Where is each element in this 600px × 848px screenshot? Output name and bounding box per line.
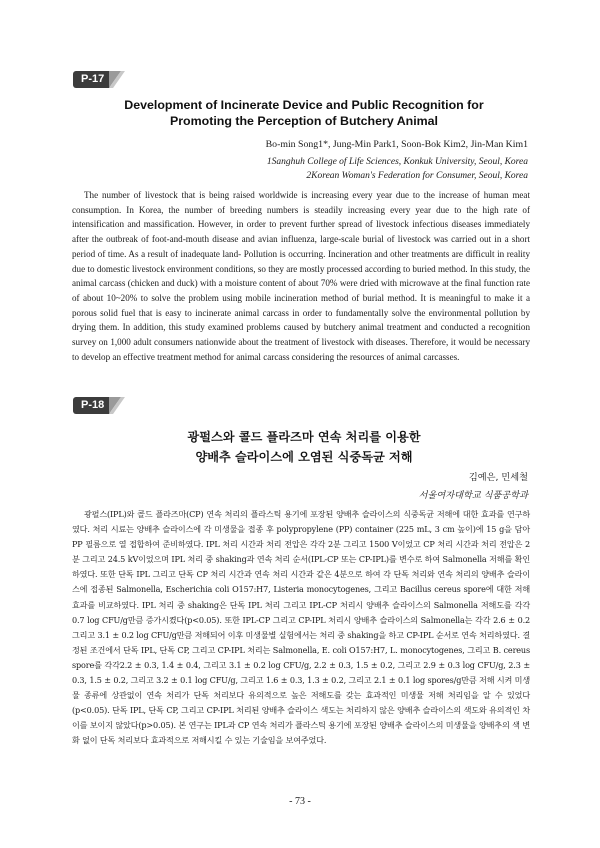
title-line: Promoting the Perception of Butchery Animal (169, 114, 439, 128)
affiliation: 1Sanghuh College of Life Sciences, Konkuk University, Seoul, Korea (266, 157, 528, 167)
title-line: 양배추 슬라이스에 오염된 식중독균 저해 (195, 450, 413, 464)
paper-title-korean (80, 427, 528, 467)
paper-title-english (80, 97, 528, 129)
page-number: - 73 - (289, 796, 311, 807)
affiliation: 2Korean Woman's Federation for Consumer, Seoul, Korea (306, 171, 528, 181)
title-line: Development of Incinerate Device and Public Recognition for (124, 98, 484, 112)
title-line: 광펄스와 콜드 플라즈마 연속 처리를 이용한 (187, 430, 421, 444)
section-tag-label: P-17 (73, 71, 110, 88)
affiliation: 서울여자대학교 식품공학과 (418, 490, 528, 501)
author-list: 김예은, 민세철 (468, 472, 528, 483)
section-tag-p18 (73, 397, 119, 414)
abstract-english: The number of livestock that is being raised worldwide is increasing every year due to the increase of human meat consumption. In Korea, the number of breeding numbers is steadily increasing every year due to the high rate of intensification and massification. However, in order to prevent further spread of livestock infectious diseases immediately after the outbreak of foot-and-mouth disease and avian influenza, large-scale burial of livestock was carried out in a short period of time. As a result of inadequate land- Pollution is occurring. Incineration and other treatments are difficult in reality due to domestic livestock environment conditions, so they are mostly processed according to buried method. In this study, the animal carcass (chicken and duck) with a moisture content of about 70% were dried with microwave at the final function rate of about 10~20% to solve the problem using mobile incineration method of burial method. It is meaningful to make it a porous solid fuel that is easy to incinerate animal carcass in order to fundamentally solve the environmental pollution by drying them. In addition, this study examined problems caused by butchery animal treatment and conducted a recognition survey on 1,000 adult consumers nationwide about the treatment of livestock with diseases. Therefore, it would be necessary to develop an effective treatment method for animal carcass considering the resources of animal carcasses. (72, 190, 530, 362)
abstract-korean: 광펄스(IPL)와 콜드 플라즈마(CP) 연속 처리의 플라스틱 용기에 포장된 양배추 슬라이스의 식중독균 저해에 대한 효과를 연구하였다. 처리 시료는 양배추 슬라이스에 각 미생물을 접종 후 polypropylene (PP) container (225 mL, 3 cm 높이)에 15 g을 담아 PP 필름으로 열 접합하여 준비하였다. IPL 처리 시간과 처리 전압은 각각 2분 그리고 1500 V이었고 CP 처리 시간과 처리 전압은 2분 그리고 24.5 kV이었으며 IPL 처리 중 shaking과 연속 처리 순서(IPL-CP 또는 CP-IPL)를 변수로 하여 Salmonella 저해를 확인하였다. 또한 단독 IPL 그리고 단독 CP 처리 시간과 연속 처리 시간과 같은 4분으로 하여 각 단독 처리와 연속 처리의 양배추 슬라이스에 접종된 Salmonella, Escherichia coli O157:H7, Listeria monocytogenes, 그리고 Bacillus cereus spore에 대한 저해 효과를 비교하였다. IPL 처리 중 shaking은 단독 IPL 처리 그리고 IPL-CP 처리시 양배추 슬라이스의 Salmonella 저해도를 각각 0.7 log CFU/g만큼 증가시켰다(p<0.05). 또한 IPL-CP 그리고 CP-IPL 처리시 양배추 슬라이스의 Salmonella는 각각 2.6 ± 0.2 그리고 3.1 ± 0.2 log CFU/g만큼 저해되어 이후 미생물별 실험에서는 처리 중 shaking을 하고 CP-IPL 순서로 연속 처리하였다. 결정된 조건에서 단독 IPL, 단독 CP, 그리고 CP-IPL 처리는 Salmonella, E. coli O157:H7, L. monocytogenes, 그리고 B. cereus spore를 각각2.2 ± 0.3, 1.4 ± 0.4, 그리고 3.1 ± 0.2 log CFU/g, 2.2 ± 0.3, 1.5 ± 0.2, 그리고 2.9 ± 0.3 log CFU/g, 2.3 ± 0.3, 1.5 ± 0.2, 그리고 3.2 ± 0.1 log CFU/g, 그리고 1.6 ± 0.3, 1.3 ± 0.2, 그리고 2.1 ± 0.1 log spores/g만큼 저해 시켜 미생물 종류에 상관없이 연속 처리가 단독 처리보다 유의적으로 높은 저해도를 갖는 효과적인 미생물 저해 처리임을 알 수 있었다 (p<0.05). 단독 IPL, 단독 CP, 그리고 CP-IPL 처리된 양배추 슬라이스 색도는 처리하지 않은 양배추 슬라이스의 색도와 유의적인 차이를 보이지 않았다(p>0.05). 본 연구는 IPL과 CP 연속 처리가 플라스틱 용기에 포장된 양배추 슬라이스의 미생물을 양배추의 색 변화 없이 단독 처리보다 효과적으로 저해시킬 수 있는 기술임을 보여주었다. (72, 509, 530, 746)
author-list: Bo-min Song1*, Jung-Min Park1, Soon-Bok Kim2, Jin-Man Kim1 (265, 139, 528, 150)
section-tag-label: P-18 (73, 397, 110, 414)
affiliation-list (267, 155, 528, 183)
section-tag-p17 (73, 71, 119, 88)
